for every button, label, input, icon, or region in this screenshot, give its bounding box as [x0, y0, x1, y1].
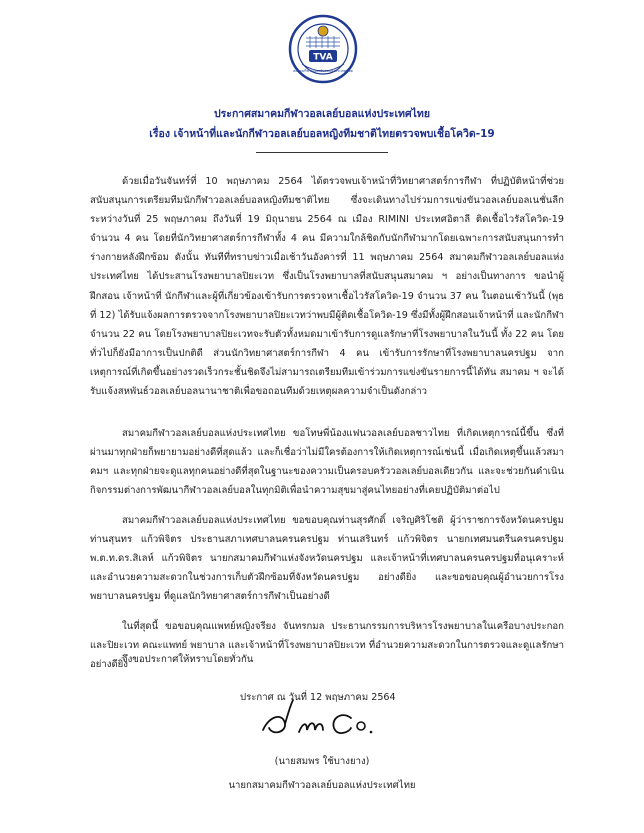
- paragraph-thanks-hospital: ในที่สุดนี้ ขอขอบคุณแพทย์หญิงจรียง จันทรกมล ประธานกรรมการบริหารโรงพยาบาลในเครือบางประกอกและปิยะเวท คณะแพทย์ พยาบาล และเจ้าหน้าที่โรงพยาบาลปิยะเวท ที่อำนวยความสะดวกในการตรวจและดูแลรักษาอย่างดียิ่ง: [90, 621, 564, 671]
- association-logo: [288, 14, 358, 84]
- svg-text:TVA: TVA: [313, 52, 333, 63]
- paragraph-incident: ด้วยเมื่อวันจันทร์ที่ 10 พฤษภาคม 2564 ได้ตรวจพบเจ้าหน้าที่วิทยาศาสตร์การกีฬา ที่ปฏิบัติหน้าที่ช่วยสนับสนุนการเตรียมทีมนักกีฬาวอลเลย์บอลหญิงทีมชาติไทย ซึ่งจะเดินทางไปร่วมการแข่งขันวอลเลย์บอลเนชั่นลีก ระหว่างวันที่ 25 พฤษภาคม ถึงวันที่ 19 มิถุนายน 2564 ณ เมือง RIMINI ประเทศอิตาลี ติดเชื้อไวรัสโควิด-19 จำนวน 4 คน โดยที่นักวิทยาศาสตร์การกีฬาทั้ง 4 คน มีความใกล้ชิดกับนักกีฬามากโดยเฉพาะการสนับสนุนการทำร่างกายหลังฝึกซ้อม ดังนั้น ทันทีที่ทราบข่าวเมื่อเช้าวันอังคารที่ 11 พฤษภาคม 2564 สมาคมกีฬาวอลเลย์บอลแห่งประเทศไทย ได้ประสานโรงพยาบาลปิยะเวท ซึ่งเป็นโรงพยาบาลที่สนับสนุนสมาคม ฯ อย่างเป็นทางการ ขอนำผู้ฝึกสอน เจ้าหน้าที่ นักกีฬาและผู้ที่เกี่ยวข้องเข้ารับการตรวจหาเชื้อไวรัสโควิด-19 จำนวน 37 คน ในตอนเช้าวันนี้ (พุธที่ 12) ได้รับแจ้งผลการตรวจจากโรงพยาบาลปิยะเวทว่าพบมีผู้ติดเชื้อโควิด-19 ซึ่งมีทั้งผู้ฝึกสอนเจ้าหน้าที่ และนักกีฬา จำนวน 22 คน โดยโรงพยาบาลปิยะเวทจะรับตัวทั้งหมดมาเข้ารับการดูแลรักษาที่โรงพยาบาลในวันนี้ ทั้ง 22 คน โดยทั่วไปก็ยังมีอาการเป็นปกติดี ส่วนนักวิทยาศาสตร์การกีฬา 4 คน เข้ารับการรักษาที่โรงพยาบาลนครปฐม จากเหตุการณ์ที่เกิดขึ้นอย่างรวดเร็วกระชั้นชิดจึงไม่สามารถเตรียมทีมเข้าร่วมการแข่งขันรายการนี้ได้ทัน สมาคม ฯ จะได้รับแจ้งสหพันธ์วอลเลย์บอลนานาชาติเพื่อขอถอนทีมด้วยเหตุผลความจำเป็นดังกล่าว: [90, 176, 564, 398]
- announcement-subject: เรื่อง เจ้าหน้าที่และนักกีฬาวอลเลย์บอลหญิงทีมชาติไทยตรวจพบเชื้อโควิด-19: [149, 128, 495, 140]
- signature: [255, 696, 385, 742]
- tva-emblem-icon: [288, 14, 358, 84]
- paragraph-apology: สมาคมกีฬาวอลเลย์บอลแห่งประเทศไทย ขอโทษพี่น้องแฟนวอลเลย์บอลชาวไทย ที่เกิดเหตุการณ์นี้ขึ้น ซึ่งที่ผ่านมาทุกฝ่ายก็พยายามอย่างดีที่สุดแล้ว และก็เชื่อว่าไม่มีใครต้องการให้เกิดเหตุการณ์เช่นนี้ เมื่อเกิดเหตุขึ้นแล้วสมาคมฯ และทุกฝ่ายจะดูแลทุกคนอย่างดีที่สุดในฐานะของความเป็นครอบครัววอลเลย์บอลเดียวกัน และจะช่วยกันดำเนินกิจกรรมต่างการพัฒนากีฬาวอลเลย์บอลในทุกมิติเพื่อนำความสุขมาสู่คนไทยอย่างที่เคยปฏิบัติมาต่อไป: [90, 428, 564, 497]
- title-divider: [256, 152, 388, 153]
- signer-position: นายกสมาคมกีฬาวอลเลย์บอลแห่งประเทศไทย: [228, 780, 416, 791]
- signer-name: (นายสมพร ใช้บางยาง): [274, 756, 370, 767]
- handwritten-signature-icon: [255, 696, 385, 742]
- paragraph-thanks-officials: สมาคมกีฬาวอลเลย์บอลแห่งประเทศไทย ขอขอบคุณท่านสุรศักดิ์ เจริญศิริโชติ ผู้ว่าราชการจังหวัดนครปฐม ท่านสุนทร แก้วพิจิตร ประธานสภาเทศบาลนครนครปฐม ท่านเสรินทร์ แก้วพิจิตร นายกเทศมนตรีนครนครปฐม พ.ต.ท.ดร.สิเลห์ แก้วพิจิตร นายกสมาคมกีฬาแห่งจังหวัดนครปฐม และเจ้าหน้าที่เทศบาลนครนครปฐมที่อนุเคราะห์และอำนวยความสะดวกในช่วงการเก็บตัวฝึกซ้อมที่จังหวัดนครปฐม อย่างดียิ่ง และขอขอบคุณผู้อำนวยการโรงพยาบาลนครปฐม ที่ดูแลนักวิทยาศาสตร์การกีฬาเป็นอย่างดี: [90, 515, 564, 603]
- announcement-date: ประกาศ ณ วันที่ 12 พฤษภาคม 2564: [240, 692, 396, 703]
- announcement-title: ประกาศสมาคมกีฬาวอลเลย์บอลแห่งประเทศไทย: [214, 108, 430, 120]
- closing-line: จึงขอประกาศให้ทราบโดยทั่วกัน: [122, 654, 254, 665]
- svg-text:สมาคมกีฬาวอลเลย์บอลแห่งประเทศไ: สมาคมกีฬาวอลเลย์บอลแห่งประเทศไทย: [293, 69, 353, 73]
